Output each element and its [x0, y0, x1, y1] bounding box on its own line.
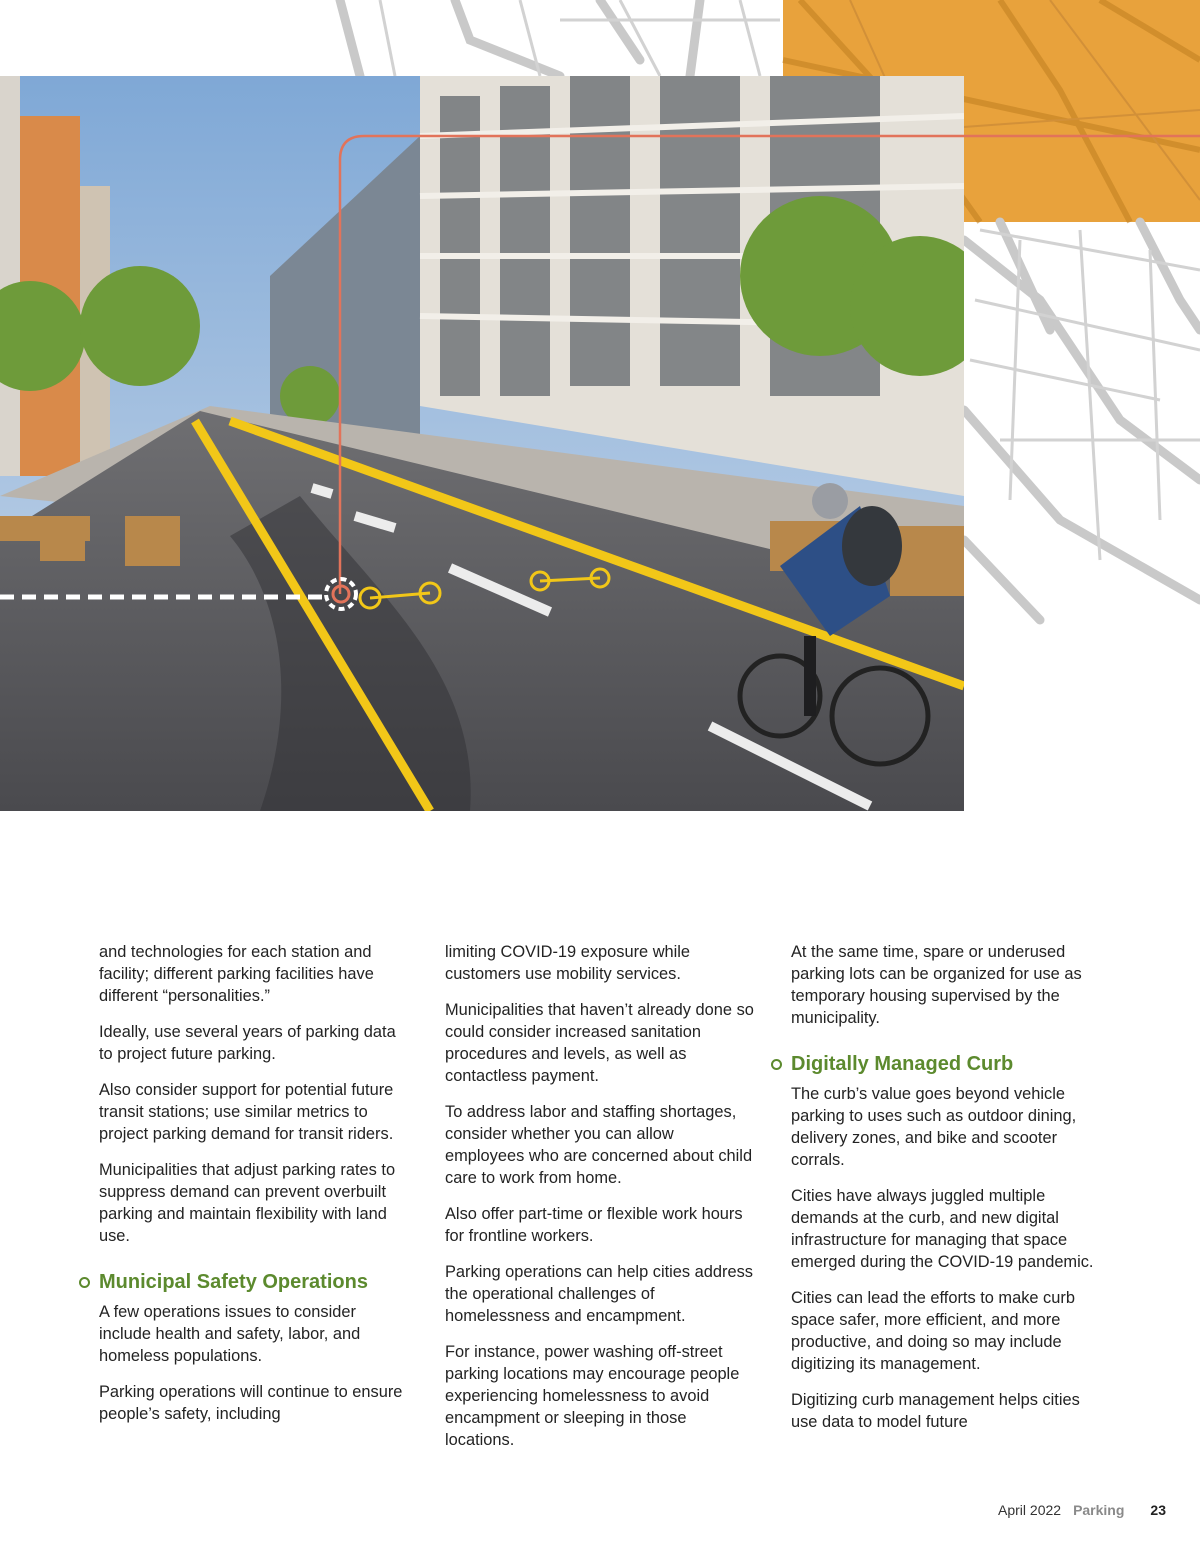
paragraph: Cities can lead the efforts to make curb space safer, more efficient, and more productive, and doing so may include digitizing its management. [791, 1289, 1075, 1373]
section-heading-text: Municipal Safety Operations [99, 1271, 368, 1293]
paragraph: To address labor and staffing shortages, consider whether you can allow employees who are concerned about child care to work from home. [445, 1103, 753, 1187]
paragraph: The curb’s value goes beyond vehicle parking to uses such as outdoor dining, delivery zones, and bike and scooter corrals. [791, 1085, 1077, 1169]
paragraph: Also consider support for potential future transit stations; use similar metrics to project parking demand for transit riders. [99, 1081, 394, 1143]
text-column-3 [791, 941, 1103, 1447]
paragraph: Parking operations can help cities address the operational challenges of homelessness and encampment. [445, 1263, 753, 1325]
section-heading-municipal-safety [99, 1269, 411, 1295]
paragraph: limiting COVID-19 exposure while customers use mobility services. [445, 943, 691, 983]
circle-bullet-icon [771, 1059, 782, 1070]
paragraph: Also offer part-time or flexible work hours for frontline workers. [445, 1205, 743, 1245]
section-heading-digital-curb [791, 1051, 1103, 1077]
street-bike-lane-photo [0, 76, 964, 811]
issue-date: April 2022 [998, 1502, 1062, 1518]
paragraph: Cities have always juggled multiple demands at the curb, and new digital infrastructure for managing that space emerged during the COVID-19 pandemic. [791, 1187, 1094, 1271]
paragraph: A few operations issues to consider include health and safety, labor, and homeless populations. [99, 1303, 361, 1365]
page-number: 23 [1150, 1502, 1166, 1518]
paragraph: and technologies for each station and facility; different parking facilities have different “personalities.” [99, 943, 374, 1005]
circle-bullet-icon [79, 1277, 90, 1288]
paragraph: Municipalities that haven’t already done so could consider increased sanitation procedures and levels, as well as contactless payment. [445, 1001, 754, 1085]
magazine-name: Parking [1073, 1502, 1125, 1518]
paragraph: At the same time, spare or underused parking lots can be organized for use as temporary housing supervised by the municipality. [791, 943, 1082, 1027]
paragraph: For instance, power washing off-street parking locations may encourage people experiencing homelessness to avoid encampment or sleeping in those locations. [445, 1343, 740, 1449]
text-column-2 [445, 941, 757, 1465]
paragraph: Digitizing curb management helps cities use data to model future [791, 1391, 1080, 1431]
text-column-1 [99, 941, 411, 1439]
paragraph: Municipalities that adjust parking rates to suppress demand can prevent overbuilt parking and maintain flexibility with land use. [99, 1161, 396, 1245]
page-footer [998, 1502, 1166, 1518]
paragraph: Parking operations will continue to ensure people’s safety, including [99, 1383, 403, 1423]
section-heading-text: Digitally Managed Curb [791, 1053, 1014, 1075]
paragraph: Ideally, use several years of parking data to project future parking. [99, 1023, 396, 1063]
